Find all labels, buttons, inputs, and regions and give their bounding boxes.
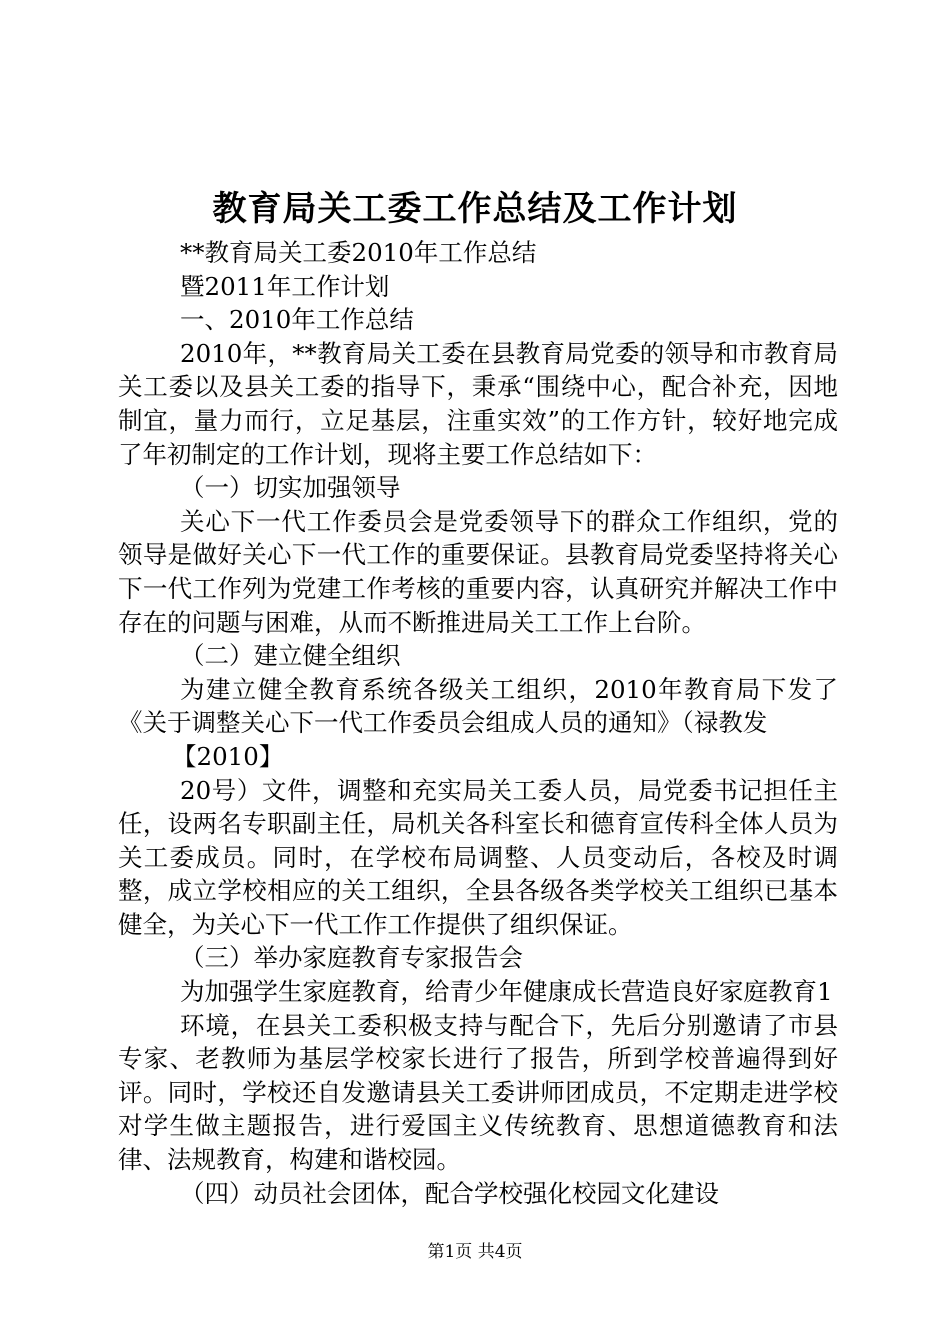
subtitle-line-1: **教育局关工委2010年工作总结 xyxy=(180,238,537,267)
document-body xyxy=(118,236,838,1210)
subsection-heading-1: （一）切实加强领导 xyxy=(180,473,401,503)
intro-paragraph: 2010年，**教育局关工委在县教育局党委的领导和市教育局关工委以及县关工委的指导下，秉承“围绕中心，配合补充，因地制宜，量力而行，立足基层，注重实效”的工作方针，较好地完成了年初制定的工作计划，现将主要工作总结如下： xyxy=(118,338,838,469)
subtitle-line-2: 暨2011年工作计划 xyxy=(180,271,390,301)
subsection-heading-4: （四）动员社会团体，配合学校强化校园文化建设 xyxy=(180,1178,719,1208)
paragraph-family-education-cont: 环境，在县关工委积极支持与配合下，先后分别邀请了市县专家、老教师为基层学校家长进行了报告，所到学校普遍得到好评。同时，学校还自发邀请县关工委讲师团成员，不定期走进学校对学生做主题报告，进行爱国主义传统教育、思想道德教育和法律、法规教育，构建和谐校园。 xyxy=(118,1010,838,1175)
subsection-heading-3: （三）举办家庭教育专家报告会 xyxy=(180,943,523,973)
paragraph-leadership: 关心下一代工作委员会是党委领导下的群众工作组织，党的领导是做好关心下一代工作的重要保证。县教育局党委坚持将关心下一代工作列为党建工作考核的重要内容，认真研究并解决工作中存在的问题与困难，从而不断推进局关工工作上台阶。 xyxy=(118,506,838,637)
paragraph-organization-cont: 20号）文件，调整和充实局关工委人员，局党委书记担任主任，设两名专职副主任，局机关各科室长和德育宣传科全体人员为关工委成员。同时，在学校布局调整、人员变动后，各校及时调整，成立学校相应的关工组织，全县各级各类学校关工组织已基本健全，为关心下一代工作工作提供了组织保证。 xyxy=(118,775,838,939)
subsection-heading-2: （二）建立健全组织 xyxy=(180,641,401,671)
section-heading: 一、2010年工作总结 xyxy=(180,305,414,335)
paragraph-organization: 为建立健全教育系统各级关工组织，2010年教育局下发了《关于调整关心下一代工作委员会组成人员的通知》（禄教发 xyxy=(118,674,838,738)
page-footer: 第1页 共4页 xyxy=(427,1242,523,1262)
document-number-bracket: 【2010】 xyxy=(172,741,284,771)
paragraph-family-education: 为加强学生家庭教育，给青少年健康成长营造良好家庭教育1 xyxy=(180,977,833,1007)
document-title: 教育局关工委工作总结及工作计划 xyxy=(212,189,738,229)
